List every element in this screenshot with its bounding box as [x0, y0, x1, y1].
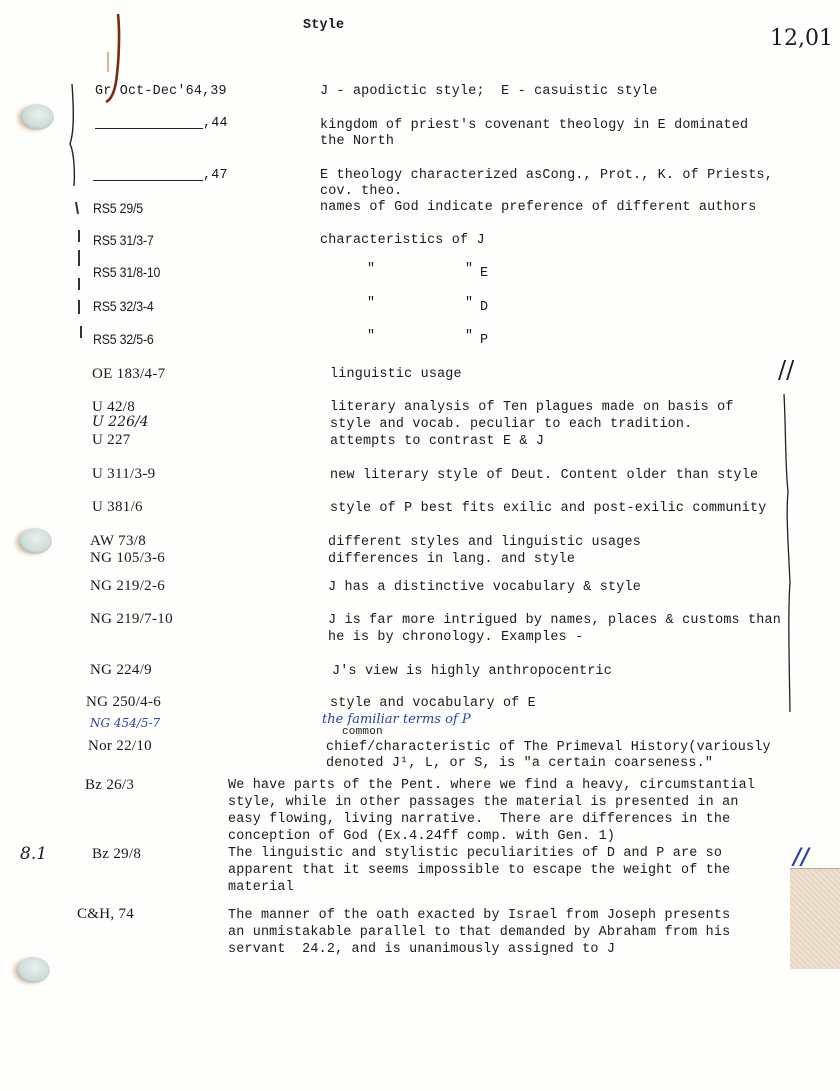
entry-reference: NG 224/9	[90, 662, 152, 678]
entry-text: J's view is highly anthropocentric	[332, 664, 613, 679]
entry-reference: Nor 22/10	[88, 738, 152, 754]
ditto-mark: "	[367, 329, 376, 344]
entry-text: attempts to contrast E & J	[330, 434, 545, 449]
right-margin-mark: //	[778, 356, 795, 384]
entry-text-handwritten: the familiar terms of P	[322, 712, 471, 727]
adhesive-tape	[790, 868, 840, 969]
entry-text: style and vocabulary of E	[330, 696, 536, 711]
entry-reference: RS5 32/3-4	[93, 298, 154, 314]
ditto-mark: "	[465, 296, 474, 311]
entry-text: chief/characteristic of The Primeval History(variously	[326, 740, 771, 755]
ditto-mark: "	[367, 296, 376, 311]
entry-reference: ,44	[203, 116, 228, 131]
margin-tick	[75, 202, 79, 214]
entry-reference: U 227	[92, 432, 131, 448]
margin-tick	[78, 278, 80, 290]
entry-text: cov. theo.	[320, 184, 403, 199]
entry-text: style, while in other passages the material is presented in an	[228, 795, 739, 810]
entry-reference: AW 73/8	[90, 533, 147, 549]
entry-reference-handwritten: U 226/4	[92, 414, 149, 430]
punch-hole-middle	[18, 528, 52, 554]
entry-reference: U 381/6	[92, 499, 143, 515]
margin-tick	[78, 300, 80, 314]
entry-reference: NG 105/3-6	[90, 550, 166, 566]
entry-text: D	[480, 300, 489, 315]
card-number: 12,01	[770, 26, 833, 51]
entry-text: The manner of the oath exacted by Israel from Joseph presents	[228, 908, 731, 923]
entry-text: the North	[320, 134, 395, 149]
margin-tick	[80, 326, 82, 338]
entry-text: J has a distinctive vocabulary & style	[328, 580, 641, 595]
punch-hole-top	[20, 104, 54, 130]
ditto-mark: "	[465, 262, 474, 277]
entry-text: names of God indicate preference of different authors	[320, 200, 757, 215]
page-title: Style	[303, 18, 345, 33]
entry-reference: NG 219/2-6	[90, 578, 166, 594]
entry-text: denoted J¹, L, or S, is "a certain coarseness."	[326, 756, 714, 771]
entry-reference: ,47	[203, 168, 228, 183]
entry-text: differences in lang. and style	[328, 552, 576, 567]
right-bracket-line	[782, 392, 794, 717]
entry-text: J - apodictic style; E - casuistic style	[320, 84, 658, 99]
blue-margin-mark: //	[793, 844, 810, 870]
entry-text: E	[480, 266, 489, 281]
entry-text: different styles and linguistic usages	[328, 535, 641, 550]
entry-reference: OE 183/4-7	[92, 366, 166, 382]
entry-reference: C&H, 74	[77, 906, 135, 922]
entry-reference: NG 219/7-10	[90, 611, 173, 627]
entry-text: linguistic usage	[330, 367, 462, 382]
entry-text: characteristics of J	[320, 233, 485, 248]
ditto-rule	[93, 180, 203, 181]
entry-reference: RS5 29/5	[93, 200, 143, 216]
ditto-mark: "	[367, 262, 376, 277]
entry-reference: NG 250/4-6	[86, 694, 162, 710]
entry-reference: RS5 31/3-7	[93, 232, 154, 248]
entry-text: new literary style of Deut. Content older than style	[330, 468, 759, 483]
entry-reference-handwritten: NG 454/5-7	[90, 716, 161, 730]
punch-hole-bottom	[16, 957, 50, 983]
margin-tick	[78, 250, 80, 266]
entry-text: kingdom of priest's covenant theology in E dominated	[320, 118, 749, 133]
entry-text: literary analysis of Ten plagues made on basis of	[330, 400, 734, 415]
margin-tick	[78, 230, 80, 242]
entry-text: an unmistakable parallel to that demanded by Abraham from his	[228, 925, 731, 940]
entry-text: conception of God (Ex.4.24ff comp. with Gen. 1)	[228, 829, 616, 844]
entry-text: style and vocab. peculiar to each tradition.	[330, 417, 693, 432]
entry-text: P	[480, 333, 489, 348]
entry-text: servant 24.2, and is unanimously assigned to J	[228, 942, 616, 957]
entry-reference: U 311/3-9	[92, 466, 156, 482]
inserted-word: common	[342, 726, 383, 738]
ditto-mark: "	[465, 329, 474, 344]
entry-reference: RS5 32/5-6	[93, 331, 154, 347]
entry-reference: Bz 29/8	[92, 846, 142, 862]
entry-text: material	[228, 880, 294, 895]
entry-text: The linguistic and stylistic peculiarities of D and P are so	[228, 846, 723, 861]
entry-text: style of P best fits exilic and post-exilic community	[330, 501, 767, 516]
entry-text: E theology characterized asCong., Prot., K. of Priests,	[320, 168, 773, 183]
margin-note: 8.1	[20, 844, 48, 864]
entry-reference: RS5 31/8-10	[93, 264, 161, 280]
entry-text: he is by chronology. Examples -	[328, 630, 584, 645]
entry-text: J is far more intrigued by names, places & customs than	[328, 613, 781, 628]
entry-text: easy flowing, living narrative. There are differences in the	[228, 812, 731, 827]
entry-text: apparent that it seems impossible to escape the weight of the	[228, 863, 731, 878]
entry-reference: Bz 26/3	[85, 777, 135, 793]
entry-reference: Gr Oct-Dec'64,39	[95, 84, 227, 99]
entry-text: We have parts of the Pent. where we find a heavy, circumstantial	[228, 778, 756, 793]
ditto-rule	[95, 128, 203, 129]
left-bracket-mark	[66, 82, 80, 188]
entry-reference: U 42/8	[92, 399, 136, 415]
